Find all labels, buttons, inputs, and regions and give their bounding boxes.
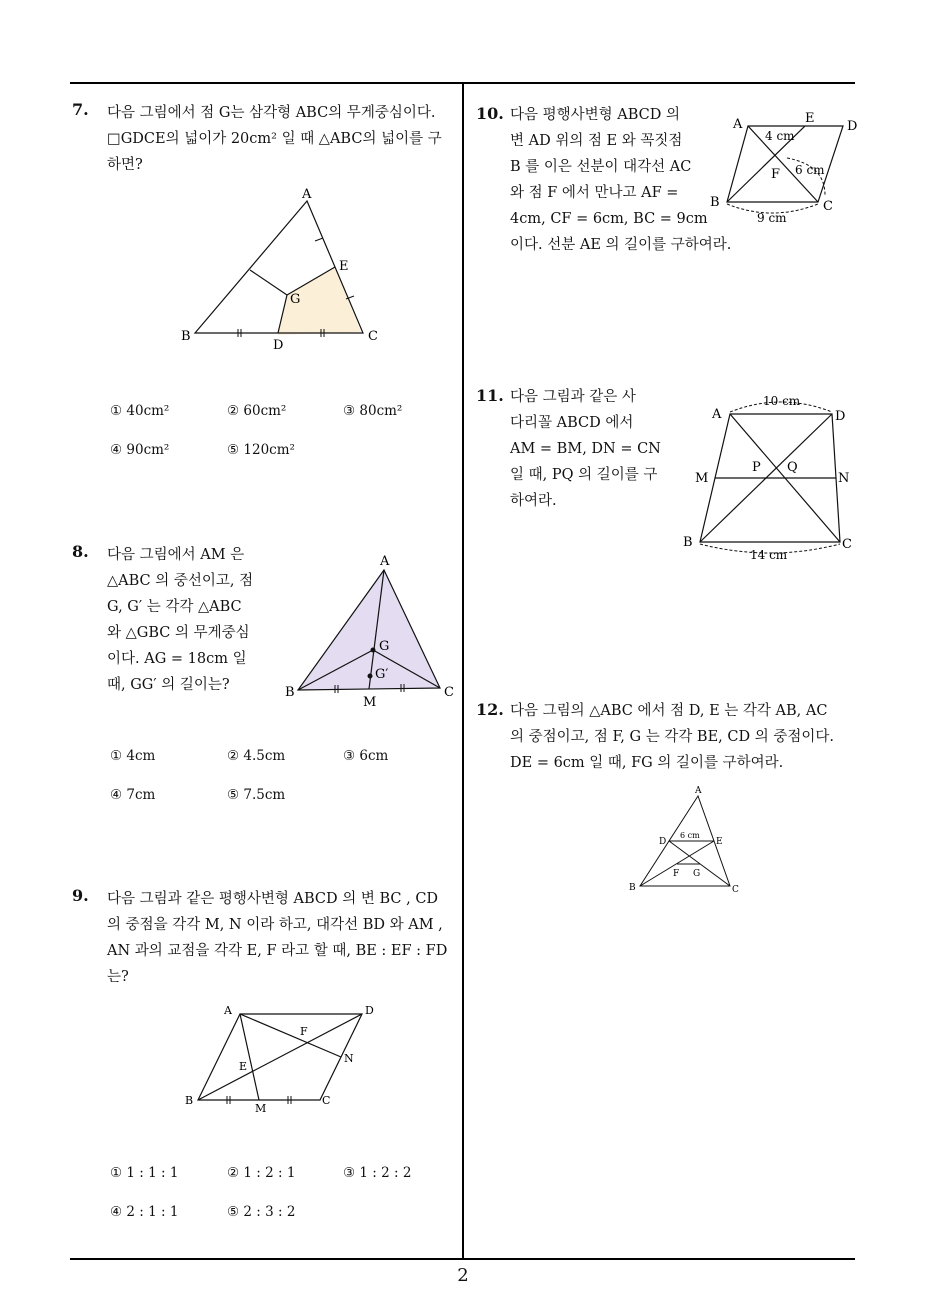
q9-label-f: F [300,1025,308,1038]
q10-label-af: 4 cm [765,129,795,143]
q9-text [107,886,462,990]
q8-label-c: C [444,685,454,700]
q11-label-q: Q [787,460,798,475]
q8-number: 8. [72,542,89,561]
q7-label-c: C [368,329,378,344]
q8-label-g: G [379,639,390,654]
q12-text [510,698,860,776]
q9-label-b: B [185,1094,194,1107]
q11-label-top: 10 cm [763,394,801,408]
q8-text [107,542,267,698]
q12-label-b: B [629,883,636,893]
q12-figure [625,782,750,897]
q11-label-d: D [835,409,846,424]
q10-label-bc: 9 cm [757,211,787,225]
q11-label-p: P [752,460,761,475]
q7-tick [315,238,323,241]
q12-label-d: D [659,837,667,847]
q10-label-cf: 6 cm [795,163,825,177]
q8-line: 때, GG′ 의 길이는? [107,677,230,693]
q9-label-a: A [224,1004,232,1017]
q7-choice-3[interactable]: ③ 80cm² [343,403,403,419]
q8-line: 다음 그림에서 AM 은 [107,547,245,563]
q10-label-f: F [771,167,781,182]
q11-label-b: B [683,535,693,550]
q11-line: AM = BM, DN = CN [510,441,661,457]
q8-choice-3[interactable]: ③ 6cm [343,748,389,764]
q8-label-b: B [285,685,295,700]
q9-label-d: D [365,1004,374,1017]
q9-label-n: N [344,1052,354,1065]
q12-label-c: C [732,885,739,895]
q10-line: 다음 평행사변형 ABCD 의 [510,107,680,123]
q7-label-b: B [181,329,191,344]
q7-line: 다음 그림에서 점 G는 삼각형 ABC의 무게중심이다. [107,105,436,121]
q7-choice-2[interactable]: ② 60cm² [227,403,287,419]
q11-line: 다리꼴 ABCD 에서 [510,415,634,431]
q8-label-a: A [380,554,390,569]
q7-choice-1[interactable]: ① 40cm² [110,403,170,419]
q7-label-d: D [273,338,284,353]
q9-choice-2[interactable]: ② 1 : 2 : 1 [227,1165,296,1181]
q11-label-c: C [842,537,852,552]
page-number: 2 [457,1265,469,1286]
q7-line: □GDCE의 넓이가 20cm² 일 때 △ABC의 넓이를 구 [107,131,442,147]
q7-number: 7. [72,100,89,119]
q10-number: 10. [476,104,504,123]
q11-text [510,384,670,514]
q9-number: 9. [72,886,89,905]
q8-line: △ABC 의 중선이고, 점 [107,573,254,589]
q11-label-a: A [712,407,722,422]
q10-figure [705,110,865,230]
q9-choice-4[interactable]: ④ 2 : 1 : 1 [110,1204,179,1220]
q9-choice-1[interactable]: ① 1 : 1 : 1 [110,1165,179,1181]
q8-triangle [298,570,440,690]
q12-label-e: E [716,837,723,847]
q11-line: 다음 그림과 같은 사 [510,389,636,405]
q9-line: AN 과의 교점을 각각 E, F 라고 할 때, BE : EF : FD [107,943,448,959]
q10-label-e: E [805,111,815,126]
q12-line: 의 중점이고, 점 F, G 는 각각 BE, CD 의 중점이다. [510,729,834,745]
q7-label-e: E [339,259,349,274]
q10-label-d: D [847,119,858,134]
q7-figure [175,185,385,355]
q10-line: 이다. 선분 AE 의 길이를 구하여라. [510,237,732,253]
q8-line: G, G′ 는 각각 △ABC [107,599,242,615]
q7-text [107,100,462,178]
q9-diagonal-bd [198,1014,362,1100]
q9-label-c: C [322,1094,331,1107]
q9-line: 다음 그림과 같은 평행사변형 ABCD 의 변 BC , CD [107,891,439,907]
q10-line: 와 점 F 에서 만나고 AF = [510,185,679,201]
q8-line: 와 △GBC 의 무게중심 [107,625,250,641]
q10-label-a: A [733,117,743,132]
q11-line: 일 때, PQ 의 길이를 구 [510,467,658,483]
q10-line: 변 AD 위의 점 E 와 꼭짓점 [510,133,683,149]
q8-choice-2[interactable]: ② 4.5cm [227,748,286,764]
q12-label-de: 6 cm [680,831,700,840]
q11-label-m: M [695,471,709,486]
q12-label-a: A [695,786,702,796]
q9-label-m: M [255,1102,267,1115]
q8-label-g2: G′ [375,667,389,682]
q9-seg-am [240,1014,259,1100]
q7-line: 하면? [107,157,143,173]
q8-choice-5[interactable]: ⑤ 7.5cm [227,787,286,803]
q9-line: 는? [107,969,129,985]
q7-seg-gf [250,270,287,295]
q12-label-f: F [673,869,680,879]
q12-label-g: G [693,869,701,879]
q11-figure [680,390,860,565]
bottom-rule [70,1258,855,1260]
q10-line: 4cm, CF = 6cm, BC = 9cm [510,211,708,227]
q8-point-g [371,648,376,653]
q9-figure [180,998,390,1118]
q11-label-n: N [838,471,850,486]
q8-choice-4[interactable]: ④ 7cm [110,787,156,803]
q8-choice-1[interactable]: ① 4cm [110,748,156,764]
q8-figure [280,550,465,715]
q9-label-e: E [239,1060,248,1073]
q9-line: 의 중점을 각각 M, N 이라 하고, 대각선 BD 와 AM , [107,917,443,933]
q12-line: DE = 6cm 일 때, FG 의 길이를 구하여라. [510,755,784,771]
q8-point-g2 [368,674,373,679]
q10-line: B 를 이은 선분이 대각선 AC [510,159,692,175]
q9-choice-3[interactable]: ③ 1 : 2 : 2 [343,1165,412,1181]
q10-label-b: B [710,195,720,210]
q7-label-g: G [290,292,301,307]
q12-number: 12. [476,700,504,719]
q11-line: 하여라. [510,493,557,509]
q9-seg-an [240,1014,341,1057]
q10-label-c: C [823,199,833,214]
q11-label-bottom: 14 cm [750,548,788,562]
q11-number: 11. [476,386,504,405]
q7-choice-4[interactable]: ④ 90cm² [110,442,170,458]
q12-line: 다음 그림의 △ABC 에서 점 D, E 는 각각 AB, AC [510,703,828,719]
q7-choice-5[interactable]: ⑤ 120cm² [227,442,295,458]
q8-line: 이다. AG = 18cm 일 [107,651,247,667]
q9-choice-5[interactable]: ⑤ 2 : 3 : 2 [227,1204,296,1220]
q8-label-m: M [363,695,377,710]
q7-label-a: A [302,187,312,202]
